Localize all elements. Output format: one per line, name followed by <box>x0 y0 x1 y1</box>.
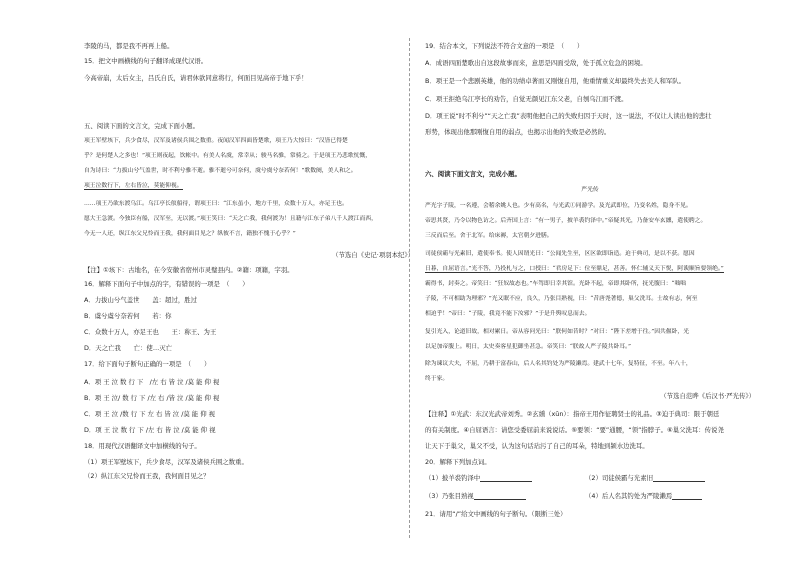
question-15: 15．把文中画横线的句子翻译成现代汉语。 <box>84 57 208 65</box>
q19-option-b[interactable]: B．项王是一个悲剧英雄，他的功绩卓著而又刚愎自用，他重情重义却最终失去美人和军队。 <box>425 77 686 85</box>
q19-option-a[interactable]: A．成语四面楚歌出自这段故事而来，意思是四面受敌，处于孤立危急的困境。 <box>425 59 647 67</box>
passage-2-line-3: 今无一人还，纵江东父兄怜而王我，我何面目见之？纵彼不言，籍独不愧于心乎？” <box>84 231 296 237</box>
q20-item-2-label: （2）司徒侯霸与光素旧 <box>585 474 653 482</box>
q20-answer-4-blank[interactable] <box>672 493 702 500</box>
passage-title: 严光传 <box>581 187 599 193</box>
question-19: 19．结合本文，下列说法不符合文意的一项是 （ ） <box>425 42 584 50</box>
q17-option-b[interactable]: B．项 王 泣/ 数 行 下 /左 右 /皆 泣 /莫 能 仰 视 <box>84 394 220 402</box>
rp2-line-2 <box>425 265 724 273</box>
q20-item-2 <box>585 474 705 482</box>
q20-answer-2-blank[interactable] <box>653 475 705 482</box>
rp2-line-1: 司徒侯霸与光素旧，遣使奉书。使人因谓光曰：“公闻先生至，区区欲即诣造。迫于典司，是以不获。愿因 <box>425 251 695 257</box>
passage-1-line-4 <box>84 182 183 190</box>
rp1-line-1: 严光字子陵，一名遵，会稽余姚人也。少有高名，与光武①同游学。及光武即位，乃变名姓，隐身不见。 <box>425 203 692 209</box>
left-top-line: 李陵的马，都是我不再再上船。 <box>84 42 174 50</box>
q20-item-4 <box>585 492 702 500</box>
question-15-text: 今高帝崩，太后女主，吕氏自氏，请君休欲同意将行，何面目见高帝于地下乎！ <box>84 74 308 82</box>
rp4-line-1: 除为谏议大夫，不屈，乃耕于富春山，后人名其钓处为严陵濑焉。建武十七年，复特征，不至。年八十， <box>425 361 692 367</box>
section-6-title: 六、阅读下面文言文，完成小题。 <box>425 170 521 178</box>
rp2-line-4: 子陵，不可相助为理邪？”光又眠不应，良久，乃张目熟视，曰：“昔唐尧著德，巢父洗耳。士故有志，何至 <box>425 296 698 302</box>
q20-item-4-label: （4）后人名其钓处为严陵濑焉 <box>585 492 673 500</box>
q19-option-c[interactable]: C．项王拒绝乌江亭长的劝告，自觉无颜见江东父老，自刎乌江而不渡。 <box>425 95 628 103</box>
rp1-line-2: 帝思其贤，乃令以物色访之。后齐国上言：“有一男子，披羊裘钓泽中。”帝疑其光，乃备安车玄纁，遣使聘之。 <box>425 218 707 224</box>
q20-item-3-label: （3）乃张目熟视 <box>425 492 474 500</box>
q17-option-a[interactable]: A．项 王 泣 数 行 下 /左 右 皆 泣 /莫 能 仰 视 <box>84 378 220 386</box>
rp2-line-5: 相迫乎！”帝曰：“子陵，我竟不能下汝邪？”于是升舆叹息而去。 <box>425 311 591 317</box>
section-5-title: 五、阅读下面的文言文，完成下面小题。 <box>84 122 200 130</box>
q20-item-3 <box>425 492 526 500</box>
q16-option-c[interactable]: C．众数十万人，亦足王也 王：称王、为王 <box>84 328 217 336</box>
q18-item-2: （2）纵江东父兄怜而王我，我何面目见之？ <box>84 472 210 480</box>
rp4-line-2: 终于家。 <box>425 376 449 382</box>
passage-2-line-1: ……项王乃欲东渡乌江。乌江亭长舣船待，谓项王曰：“江东虽小，地方千里，众数十万人，亦足王也。 <box>84 201 348 207</box>
underlined-sentence: 项王泣数行下，左右皆泣，莫能仰视。 <box>84 183 183 189</box>
passage-2-line-2: 愿大王急渡。今独臣有船，汉军至，无以渡。”项王笑曰：“天之亡我，我何渡为！且籍与江东子弟八千人渡江而西， <box>84 216 377 222</box>
q19-option-d-line-2: 形势，体现出他那刚愎自用的弱点，也揭示出他的失败是必然的。 <box>425 128 611 136</box>
q17-option-d[interactable]: D．项 王 泣 数 行 下 /左 右 皆 泣 /莫 能 仰 视 <box>84 426 216 434</box>
rp1-line-3: 三反而后至。舍于北军。给床褥，太官朝夕进膳。 <box>425 233 553 239</box>
q20-item-1-label: （1）披羊裘钓泽中 <box>425 474 481 482</box>
q16-option-a[interactable]: A．力拔山兮气盖世 盖：超过，胜过 <box>84 296 198 304</box>
note: 【注】①垓下：古地名，在今安徽省宿州市灵璧县内。②籍：项籍，字羽。 <box>84 266 294 274</box>
notes-line-1: 【注释】①光武：东汉光武帝刘秀。②玄纁（xūn）：指帝王用作征聘贤士的礼品。③迫于典司：限于朝廷 <box>425 410 720 418</box>
question-20: 20．解释下列加点词。 <box>425 458 491 466</box>
q18-item-1: （1）项王军壁垓下，兵少食尽，汉军及诸侯兵围之数重。 <box>84 458 248 466</box>
question-17: 17．给下面句子断句正确的一项是 （ ） <box>84 360 211 368</box>
passage-1-line-3: 自为诗曰：“力拔山兮气盖世，时不利兮骓不逝。骓不逝兮可奈何，虞兮虞兮奈若何！”歌数阕，美人和之。 <box>84 168 357 174</box>
q16-option-d[interactable]: D．天之亡我 亡：使…灭亡 <box>84 344 172 352</box>
notes-line-3: 让天下于巢父，巢父不受，认为这句话玷污了自己的耳朵，特地到颍水边洗耳。 <box>425 442 649 450</box>
underlined-sentence-right: 日暮，自屈语言。”光不答，乃投札与之，口授曰：“君房足下：位至鼎足，甚善。怀仁辅义天下悦，阿谀顺旨要领绝。” <box>425 266 724 272</box>
q20-answer-1-blank[interactable] <box>480 475 532 482</box>
notes-line-2: 的有关制度。④自屈语言：请您受委屈前来说说话。⑤要领：“要”通腰，“领”指脖子。⑥巢父洗耳：传说尧 <box>425 426 724 434</box>
q17-option-c[interactable]: C．项 王 泣 /数 行 下 左 右 皆 泣 /莫 能 仰 视 <box>84 410 216 418</box>
q16-option-b[interactable]: B．虞兮虞兮奈若何 若：你 <box>84 312 172 320</box>
passage-1-line-1: 项王军壁垓下，兵少食尽，汉军及诸侯兵围之数重。夜闻汉军四面皆楚歌，项王乃大惊曰：“汉皆已得楚 <box>84 138 348 144</box>
source-citation: （节选自《史记·项羽本纪》） <box>332 251 414 259</box>
q20-item-1 <box>425 474 532 482</box>
passage-1-line-2: 乎？是何楚人之多也！”项王则夜起，饮帐中。有美人名虞，常幸从；骏马名骓，常骑之。于是项王乃悲歌忼慨， <box>84 153 372 159</box>
rp3-line-2: 以足加帝腹上。明日，太史奏客星犯御坐甚急。帝笑曰：“朕故人严子陵共卧耳。” <box>425 344 631 350</box>
question-16: 16．解释下面句子中加点的字，有错误的一项是 （ ） <box>84 280 249 288</box>
question-21: 21．请用“/”给文中画线的句子断句。（限断三处） <box>425 510 567 518</box>
column-divider <box>409 38 410 538</box>
q19-option-d-line-1[interactable]: D．项王说“时不利兮”“天之亡我”表明他把自己的失败归因于天时，这一说法，不仅让人读出他的悲壮 <box>425 112 712 120</box>
question-18: 18．用现代汉语翻译文中加横线的句子。 <box>84 442 201 450</box>
right-source-citation: （节选自范晔《后汉书·严光传》） <box>660 392 755 400</box>
rp3-line-1: 复引光入，论道旧故，相对累日。帝从容问光曰：“朕何如昔时？”对曰：“陛下差增于往。”因共偃卧，光 <box>425 329 690 335</box>
q20-answer-3-blank[interactable] <box>474 493 526 500</box>
rp2-line-3: 霸得书，封奏之。帝笑曰：“狂奴故态也。”车驾即日幸其馆。光卧不起，帝即其卧所，抚光腹曰：“咄咄 <box>425 281 687 287</box>
